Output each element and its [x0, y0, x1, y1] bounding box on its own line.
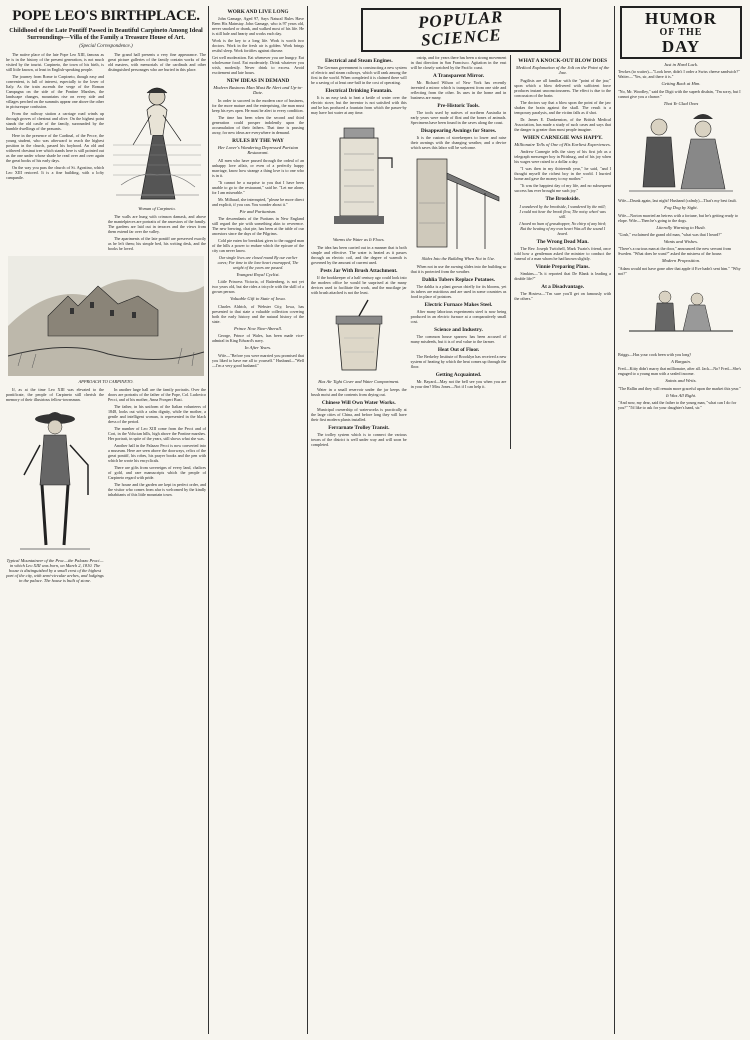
after-years-title: In After Years. [244, 345, 272, 351]
drinking-fountain-title: Electrical Drinking Fountain. [325, 88, 393, 94]
vinnie-title: Vinnie Preparing Plans. [535, 264, 590, 271]
dahlia-tubers-title: Dahlia Tubers Replace Potatoes. [422, 277, 495, 283]
joke-title: Literally Warning to Husb. [656, 224, 706, 230]
chinese-water-title: Chinese Will Own Water Works. [321, 400, 396, 406]
humor-banner [620, 6, 742, 59]
joke-title: Wants and Wishes. [663, 239, 699, 245]
disappearing-awnings-title: Disappearing Awnings for Stores. [420, 128, 497, 134]
column-rule [307, 6, 308, 1034]
pests-jar-title: Pests Jar With Brush Attachment. [320, 268, 398, 274]
caption-peasant: Typical Mountaineer of the Peoc—the Palazzo Peoci—in which Leo XIII was born, on March 2, 1810. The house is distinguished by a small crest of the highest part of the city, with semi-circular arches, and lodgings in the palace. The house is built of stone. [6, 558, 104, 583]
popular-science-section: POPULAR SCIENCE Electrical and Steam Engines. The German government is constructing a new system of electric and steam railways, which will rank among the first in the world. When completed it is claimed there will be a saving of at least one-half in the cost of operating. Electrical Drinking Fountain. It is an easy task to heat a kettle of water over the electric stove, but the inventor is not satisfied with this and he has produced a fountain from which the passer-by may have hot water at any time. Warms the Water as It Flows. The idea has been carried out in a manner that is both simple and effective. The water is heated as it passes through an electric coil, and the degree of warmth is governed by the amount of current used. Pests Jar With Brush Attachment. If the bookkeeper of a half century ago could look into the modern office he would be surprised at the many devices used to facilitate the work, and the mucilage jar with brush attached is not the least. Has Air Tight Cover and Water Compartment. Water in a small reservoir under the jar keeps the brush moist and the contents from drying out. Chinese Will Own Water Works. Municipal ownership of waterworks is practically at the large cities of China, and before long they will have their first modern plants installed. Ferrarnate Trolley Transit. The trolley system which is to connect the various towns of the district is well under way and will soon be completed. ostrip, and for years there has been a strong movement in that direction in San Francisco. Agitation in the east will be closely watched by the Pacific coast. A Transparent Mirror. Mr. Richard Wilson of New York has recently invented a mirror which is transparent from one side and reflecting from the other. Its uses in the home and in business are many. Pre-Historic Tools. The tools used by natives of northern Australia in early years were made of flint and the bones of animals. Specimens have been found in the caves along the coast. Disappearing Awnings for Stores. It is the custom of storekeepers to lower and raise their awnings with the changing weather, and a device which saves this labor will be welcome. Slides Into the Building When Not in Use. When not in use the awning slides into the building so that it is protected from the weather. Dahlia Tubers Replace Potatoes. The dahlia is a plant grown chiefly for its blooms, yet its tubers are nutritious and are used in some countries as food in place of potatoes. Electric Furnace Makes Steel. After many laborious experiments steel is now being produced in an electric furnace at a comparatively small cost. Science and Industry. The common house sparrow has been accused of many misdeeds, but it is of real value to the farmer. Heat Out of Floor. The Berkeley Institute of Brooklyn has received a new system of heating by which the heat comes up through the floor. Getting Acquainted. Mr. Bayard—May not the bell see you when you are in your den? Miss Jones—Not if I can help it. WHAT A KNOCK-OUT BLOW DOES Medical Explanation of the Jolt on the Point of the Jaw. Pugilists are all familiar with the "point of the jaw," upon which a blow delivered with sufficient force produces instant unconsciousness. The effect is due to the concussion of the brain. The doctors say that a blow upon the point of the jaw shakes the brain against the skull. The result is a temporary paralysis, and the victim falls as if shot. Dr. James E. Dunkenston, of the British Medical Association, has made a study of such cases and says that the danger is greater than most people imagine. WHEN CARNEGIE WAS HAPPY. Millionaire Tells of One of His Earliest Experiences. Andrew Carnegie tells the story of his first job as a telegraph messenger boy in Pittsburg, and of his joy when his wages were raised to a dollar a day. "I was then in my thirteenth year," he said, "and I thought myself the richest boy in the world. I hurried home and gave the money to my mother." "It was the happiest day of my life, and no subsequent success has ever brought me such joy." The Brookside. I wandered by the brookside, I wandered by the mill; I could not hear the brook flow, The noisy wheel was still. I heard no hum of grasshopper, No chirp of any bird; But the beating of my own heart Was all the sound I heard. The Wrong Dead Man. The Rev. Joseph Twitchell, Mark Twain's friend, once told how a gentleman asked the minister to conduct the funeral of a man whom he had known slightly. Vinnie Preparing Plans. Simkins—"Is it reported that De Blank is leading a double life?" At a Disadvantage. The Hostess—"I'm sure you'll get on famously with the others." [311, 7, 611, 447]
science-title: SCIENCE [420, 25, 502, 50]
work-live-long-title: WORK AND LIVE LONG [227, 9, 289, 15]
prince-title: Prince Now Nine-Aberall. [233, 325, 283, 331]
youngest-cyclist-title: Youngest Royal Cyclist. [236, 272, 280, 278]
joke-title: Modern Proposition. [661, 258, 701, 264]
knockout-title: WHAT A KNOCK-OUT BLOW DOES [518, 58, 608, 64]
new-ideas-dek: Modern Business Man Must Be Alert and Up-to-Date. [213, 85, 303, 96]
headline: POPE LEO'S BIRTHPLACE. [12, 8, 200, 24]
joke-title: Getting Back at Him. [661, 81, 701, 87]
transparent-mirror-title: A Transparent Mirror. [432, 73, 485, 79]
knockout-dek: Medical Explanation of the Jolt on the Point of the Jaw. [516, 65, 610, 76]
rules-title: RULES BY THE WAY [232, 137, 284, 144]
woman-illustration-icon [111, 75, 203, 203]
carnegie-title: WHEN CARNEGIE WAS HAPPY. [522, 134, 603, 141]
poem-verse: Our single lives are closed round By our earlier cares; For time to the lone heart enwrapped, The weight of the years are passed. [217, 255, 299, 271]
joke-title: Fog Dog by Sight. [664, 205, 698, 211]
electric-furnace-title: Electric Furnace Makes Steel. [424, 302, 493, 308]
caption-slides: Slides Into the Building When Not in Use. [421, 256, 496, 261]
couple-cartoon-icon [625, 109, 737, 195]
joke-title: It Was All Right. [665, 392, 697, 398]
pope-leo-article: POPE LEO'S BIRTHPLACE. Childhood of the Late Pontiff Passed in Beautiful Carpineto Among Ideal Surroundings—Villa of the Family a Treasure House of Art. (Special Correspondence.) The native place of the late Pope Leo XIII, famous as he is in the history of the present generation, is not much visited by the tourist. Carpineto, the town of his birth, is still little known, at least in English-speaking people. The journey from Rome to Carpineto, though easy and convenient, is full of interest, especially to the lover of Italy. As the train ascends the verge of the Roman Campagna on the side of the Pontine Marshes, the landscape changes, mountains rise on every side and villages perched on the summits appear one above the other in picturesque confusion. From the railway station a carriage road winds up through groves of chestnut and olive. On the highest point stands the old castle of the family, surrounded by the humble dwellings of the peasants. Here in the presence of the Cardinal, of the Pecce, the young student, who was afterward to reach the highest position in the church, passed his boyhood. An old and withered chestnut tree which stands here is still pointed out as the one under whose shade he read over and over again the great books of his early days. On the way you pass the church of St. Agostino, which Leo XIII restored. It is a fine building, with a lofty campanile. The grand hall presents a very fine appearance. The great picture galleries of the family contain works of the old masters, with memorials of the cardinals and other distinguished personages who are buried in this place. Woman of Carpineto. The walls are hung with crimson damask, and above the mantelpieces are portraits of the ancestors of the family. The gardens are laid out in terraces and the views from them extend far over the valley. The apartments of the late pontiff are preserved exactly as he left them; his simple bed, his writing desk, and the books he loved. APPROACH TO CARPINETO. If, as at the time Leo XIII was elevated to the pontificate, the people of Carpineto still cherish the memory of their illustrious fellow-townsman. Typical Mountaineer of the Peoc—the Palazzo Peoci—in which Leo XIII was born, on March 2, 1810. The house is distinguished by a small crest of the highest part of the city, with semi-circular arches, and lodgings in the palace. The house is built of stone. In another large hall are the family portraits. Over the doors are portraits of the father of the Pope, Col. Ludovico Pecci, and of his mother, Anna Prosperi Buzi. The father, in his uniform of the Italian volunteers of 1848, looks out with a calm dignity, while the mother, a gentle and intelligent woman, is represented in the black dress of the period. The number of Leo XIII come from the Pecci and of Cori, in the Volscian hills, high above the Pontine marshes. Her portrait, in spite of the years, still shows what she was. Another hall in the Palazzo Pecci is now converted into a museum. Here are seen above the doorways, relics of the great pontiff, his robes, his prayer books and the pen with which he wrote his encyclicals. There are gifts from sovereigns of every land, chalices of gold, and rare manuscripts which the people of Carpineto regard with pride. The house and the garden are kept in perfect order, and the visitor who comes from afar is welcomed by the kindly inhabitants of this little mountain town. [6, 8, 206, 583]
getting-acquainted-title: Getting Acquainted. [435, 372, 482, 378]
heat-out-floor-title: Heat Out of Floor. [437, 347, 480, 353]
mountaineer-illustration-icon [10, 405, 100, 555]
joke-title: Saints and Writs. [665, 378, 697, 384]
wrong-dead-man-title: The Wrong Dead Man. [536, 239, 589, 246]
joke-title: Just in Hard Luck. [663, 62, 699, 67]
humor-title: HUMOR [644, 9, 718, 28]
disadvantage-title: At a Disadvantage. [541, 284, 585, 291]
popular-science-banner [361, 8, 561, 52]
awning-diagram-icon [413, 153, 505, 253]
pie-title: Pie and Puritanism. [239, 208, 277, 214]
article-dek: Childhood of the Late Pontiff Passed in Beautiful Carpineto Among Ideal Surroundings—Villa of the Family a Treasure House of Art. [9, 27, 203, 41]
bridge-cartoon-icon [625, 279, 737, 349]
new-ideas-title: NEW IDEAS IN DEMAND [226, 78, 290, 84]
column-rule [208, 6, 209, 1034]
caption-approach: APPROACH TO CARPINETO. [78, 379, 134, 384]
science-industry-title: Science and Industry. [434, 327, 483, 333]
of-the-title: OF THE [659, 27, 703, 38]
fountain-diagram-icon [318, 118, 400, 234]
valuable-gift-title: Valuable Gift to State of Iowa. [230, 296, 286, 302]
brookside-title: The Brookside. [545, 196, 580, 203]
joke-title: That Ye Glad Ones [663, 100, 699, 106]
popular-title: POPULAR [417, 7, 505, 32]
trolley-transit-title: Ferrarnate Trolley Transit. [328, 425, 390, 431]
prehistoric-tools-title: Pre-Historic Tools. [437, 103, 480, 109]
lover-title: Her Lover's Wandering Depressed Parisian Restaurant. [217, 144, 299, 156]
joke-title: A Bargain. [671, 358, 691, 364]
caption-woman: Woman of Carpineto. [138, 206, 176, 211]
caption-air-tight: Has Air Tight Cover and Water Compartment. [318, 379, 400, 384]
caption-warms-water: Warms the Water as It Flows. [333, 237, 385, 242]
carnegie-dek: Millionaire Tells of One of His Earliest Experiences. [514, 141, 611, 147]
electrical-steam-title: Electrical and Steam Engines. [324, 58, 393, 64]
column-rule [614, 6, 615, 1034]
pests-jar-diagram-icon [324, 298, 394, 376]
approach-illustration-icon [8, 256, 204, 376]
humor-column: HUMOR OF THE DAY Just in Hard Luck. Tewkes (to waiter)—"Look here, didn't I order a Swiss cheese sandwich?" Waiter—"Yes, sir, and there it is." Getting Back at Him. "No, Mr. Woodley," said the Digit with the superb disdain, "I'm sorry, but I cannot give you a chance." That Ye Glad Ones Wife—Drunk again, last night! Husband (calmly)—That's my best fault. Fog Dog by Sight. Wife—Norton married an heiress with a fortune, but he's getting ready to elope. Wife—Then he's going to the dogs. Literally Warning to Husb. "Gosh," exclaimed the grand old man, "what was that I heard?" Wants and Wishes. "There's a curious man at the door," announced the new servant from Sweden. "What does he want?" asked the mistress of the house. Modern Proposition. "Adam would not have gone after that apple if Eve hadn't sent him." "Why not?" Briggs—Has your cook been with you long? A Bargain. Fred—Kitty didn't marry that millionaire, after all. Jack—No? Fred—She's engaged to a young man with a sealed income. Saints and Writs. "The Rallin and they will remain more graceful upon the market this year." It Was All Right. "And now, my dear, said the father to the young man, "what can I do for you?" "I'd like to ask for your daughter's hand, sir." [618, 6, 744, 1034]
work-live-long-column: WORK AND LIVE LONG John Gamage, Aged 97, Says Natural Rules Have Been His Mainstay. John Gamage, who is 97 years old, never smoked or drank, and walked most of his life. He is still hale and hearty and works each day. Work is the key to a long life. Work is worth two doctors. Work in the fresh air is golden. Work brings restful sleep. Work fortifies against disease. Get well moderation. Eat whenever you are hungry. Eat wholesome food. Eat moderately. Drink whatever you wish, modestly. Never drink to excess. Avoid excitement and late hours. NEW IDEAS IN DEMAND Modern Business Man Must Be Alert and Up-to-Date. In order to succeed in the modern race of business, for the more mature and the enterprising, the man must keep his eyes open. He must be alert to every condition. The time has been when the second and third generation could prosper indolently upon the accumulation of their fathers. That time is passing away, for new ideas are everywhere in demand. RULES BY THE WAY Her Lover's Wandering Depressed Parisian Restaurant. All men who have passed through the ordeal of an unhappy love affair, or even of a perfectly happy marriage, know how strange a thing love is to one who is in it. "It cannot be a surprise to you that I have been unable to go to the restaurant," said he. "Let me alone, for I am miserable." Mr. Milhaud, she interrupted, "please be more direct and explicit, if you can. You wonder about it." Pie and Puritanism. The descendants of the Puritans in New England still regard the pie with something akin to reverence. The new brewing, chat pie, has been at the table of our ancestors since the days of the Pilgrims. Cold pie eaten for breakfast gives to the rugged man of the hills a power to endure which the epicure of the city can never know. Our single lives are closed round By our earlier cares; For time to the lone heart enwrapped, The weight of the years are passed. Youngest Royal Cyclist. Little Princess Victoria, of Battenberg, is not yet two years old, but she rides a tricycle with the skill of a grown person. Valuable Gift to State of Iowa. Charles Aldrich, of Webster City, Iowa, has presented to that state a valuable collection covering both the early history and the natural history of the state. Prince Now Nine-Aberall. George, Prince of Wales, has been made vice-admiral in King Edward's navy. In After Years. Wife—"Before you were married you promised that you liked to have me all to yourself." Husband—"Well—I'm a very good husband." [212, 9, 304, 368]
byline: (Special Correspondence.) [79, 44, 133, 49]
day-title: DAY [661, 37, 701, 56]
